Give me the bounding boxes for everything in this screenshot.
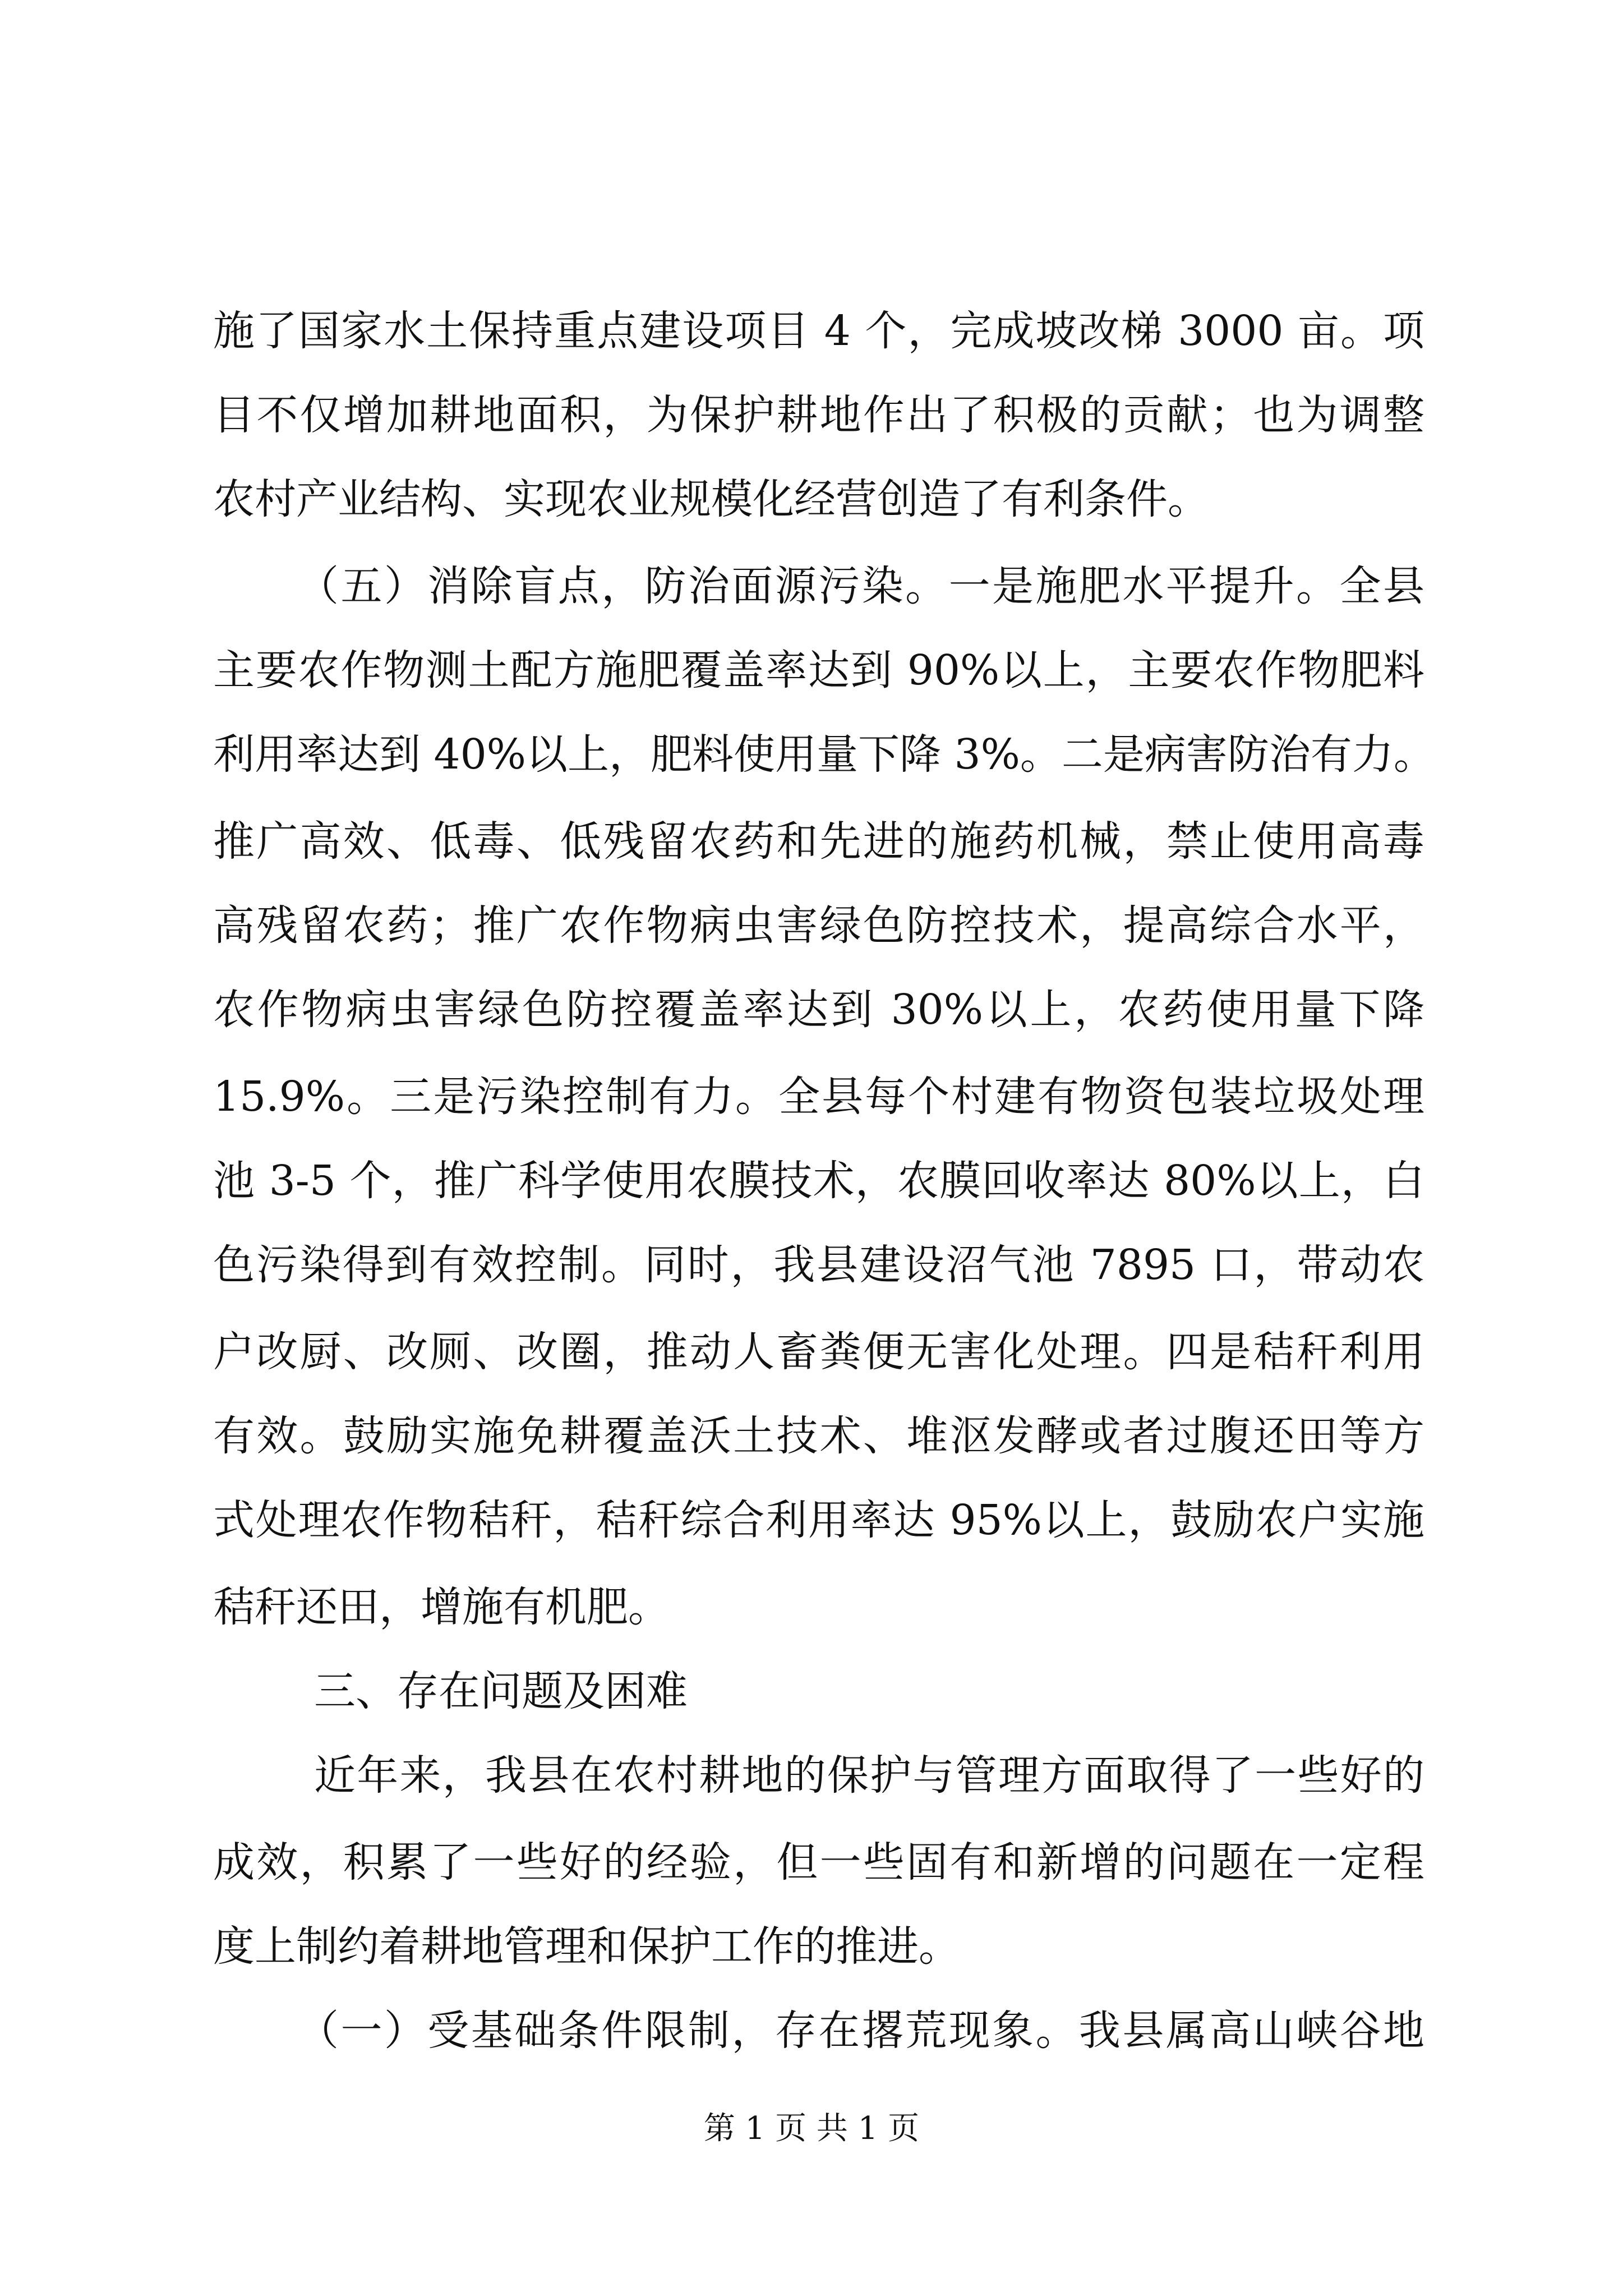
body-text-line: 秸秆还田，增施有机肥。 [213, 1583, 670, 1631]
body-text-line: 高残留农药；推广农作物病虫害绿色防控技术，提高综合水平， [213, 901, 1424, 950]
section-heading-line: （五）消除盲点，防治面源污染。一是施肥水平提升。全县 [297, 562, 1424, 610]
body-text-line: 农作物病虫害绿色防控覆盖率达到 30%以上，农药使用量下降 [213, 986, 1424, 1034]
body-text-line: 度上制约着耕地管理和保护工作的推进。 [213, 1922, 960, 1971]
body-text-line: 有效。鼓励实施免耕覆盖沃土技术、堆沤发酵或者过腹还田等方 [213, 1412, 1424, 1460]
body-text-line: 利用率达到 40%以上，肥料使用量下降 3%。二是病害防治有力。 [213, 730, 1435, 779]
body-text-line: 15.9%。三是污染控制有力。全县每个村建有物资包装垃圾处理 [213, 1073, 1424, 1121]
body-text-line: 施了国家水土保持重点建设项目 4 个，完成坡改梯 3000 亩。项 [213, 307, 1424, 355]
page-footer: 第 1 页 共 1 页 [703, 2110, 920, 2147]
body-text-line: 户改厨、改厕、改圈，推动人畜粪便无害化处理。四是秸秆利用 [213, 1328, 1424, 1376]
body-text-line: 推广高效、低毒、低残留农药和先进的施药机械，禁止使用高毒 [213, 817, 1424, 866]
body-text-line: 池 3-5 个，推广科学使用农膜技术，农膜回收率达 80%以上，白 [213, 1157, 1424, 1205]
body-text-line: 目不仅增加耕地面积，为保护耕地作出了积极的贡献；也为调整 [213, 391, 1424, 439]
body-text-line: 式处理农作物秸秆，秸秆综合利用率达 95%以上，鼓励农户实施 [213, 1496, 1424, 1544]
section-heading: 三、存在问题及困难 [314, 1667, 688, 1715]
body-text-line: 农村产业结构、实现农业规模化经营创造了有利条件。 [213, 475, 1209, 523]
body-text-line: 近年来，我县在农村耕地的保护与管理方面取得了一些好的 [314, 1751, 1424, 1800]
body-text-line: 成效，积累了一些好的经验，但一些固有和新增的问题在一定程 [213, 1838, 1424, 1887]
body-text-line: 色污染得到有效控制。同时，我县建设沼气池 7895 口，带动农 [213, 1241, 1424, 1289]
body-text-line: 主要农作物测土配方施肥覆盖率达到 90%以上，主要农作物肥料 [213, 646, 1424, 694]
section-heading-line: （一）受基础条件限制，存在撂荒现象。我县属高山峡谷地 [297, 2007, 1424, 2055]
